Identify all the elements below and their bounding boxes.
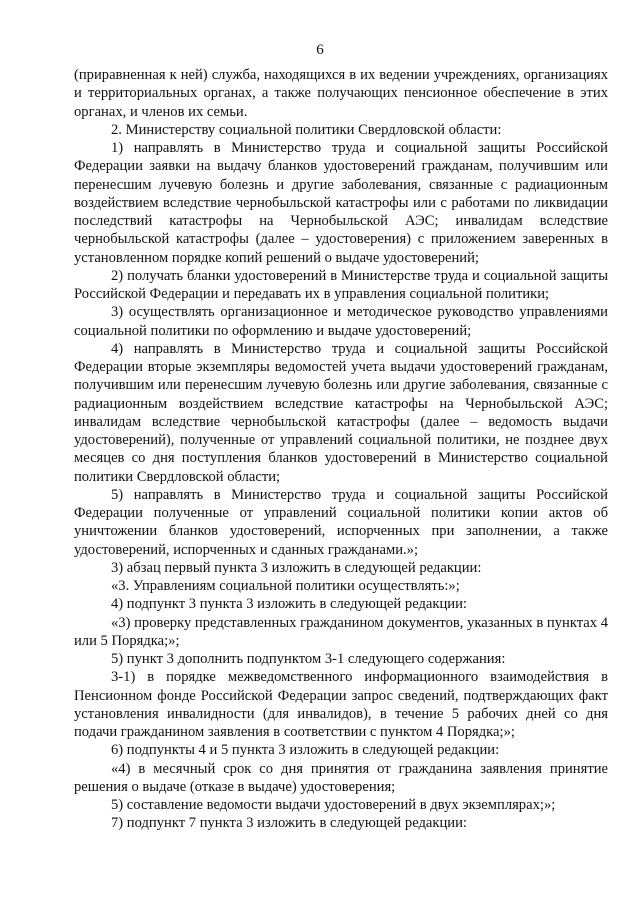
paragraph: «4) в месячный срок со дня принятия от гражданина заявления принятие решения о выдаче (отказе в выдаче) удостоверения;: [74, 760, 608, 795]
paragraph: 5) составление ведомости выдачи удостоверений в двух экземплярах;»;: [111, 797, 556, 813]
paragraph: 2) получать бланки удостоверений в Министерстве труда и социальной защиты Российской Федерации и передавать их в управления социальной политики;: [74, 267, 608, 302]
paragraph: «3. Управлениям социальной политики осуществлять:»;: [111, 578, 460, 594]
paragraph: 4) направлять в Министерство труда и социальной защиты Российской Федерации вторые экземпляры ведомостей учета выдачи удостоверений гражданам, получившим или перенесшим лучевую болезнь или другие заболевания, связанные с радиационным воздействием вследствие катастрофы на Чернобыльской АЭС; инвалидам вследствие чернобыльской катастрофы (далее – ведомость выдачи удостоверений), полученные от управлений социальной политики, не позднее двух месяцев со дня поступления бланков удостоверений в Министерство социальной политики Свердловской области;: [74, 340, 608, 485]
page-number: 6: [316, 42, 324, 58]
paragraph: 5) пункт 3 дополнить подпунктом 3-1 следующего содержания:: [111, 651, 506, 667]
paragraph: 6) подпункты 4 и 5 пункта 3 изложить в следующей редакции:: [111, 742, 500, 759]
paragraph: «3) проверку представленных гражданином документов, указанных в пунктах 4 или 5 Порядка;»;: [74, 614, 608, 649]
paragraph: 5) направлять в Министерство труда и социальной защиты Российской Федерации полученные от управлений социальной политики копии актов об уничтожении бланков удостоверений, испорченных при заполнении, а также удостоверений, испорченных и сданных гражданами.»;: [74, 486, 608, 558]
paragraph: 7) подпункт 7 пункта 3 изложить в следующей редакции:: [111, 815, 467, 832]
paragraph: 2. Министерству социальной политики Свердловской области:: [111, 121, 502, 138]
paragraph: 3) абзац первый пункта 3 изложить в следующей редакции:: [111, 559, 482, 576]
paragraph: 3-1) в порядке межведомственного информационного взаимодействия в Пенсионном фонде Российской Федерации запрос сведений, подтверждающих факт установления инвалидности (для инвалидов), в течение 5 рабочих дней со дня подачи гражданином заявления в соответствии с пунктом 4 Порядка;»;: [74, 669, 608, 740]
document-body: [74, 66, 608, 833]
paragraph: 1) направлять в Министерство труда и социальной защиты Российской Федерации заявки на выдачу бланков удостоверений гражданам, получившим или перенесшим лучевую болезнь и другие заболевания, связанные с радиационным воздействием вследствие чернобыльской катастрофы или с работами по ликвидации последствий катастрофы на Чернобыльской АЭС; инвалидам вследствие чернобыльской катастрофы (далее – удостоверения) с приложением заверенных в установленном порядке копий решений о выдаче удостоверений;: [74, 140, 608, 266]
paragraph: 4) подпункт 3 пункта 3 изложить в следующей редакции:: [111, 596, 467, 613]
paragraph: 3) осуществлять организационное и методическое руководство управлениями социальной политики по оформлению и выдаче удостоверений;: [74, 304, 608, 339]
paragraph: (приравненная к ней) служба, находящихся в их ведении учреждениях, организациях и территориальных органах, а также получающих пенсионное обеспечение в этих органах, и членов их семьи.: [74, 67, 608, 120]
